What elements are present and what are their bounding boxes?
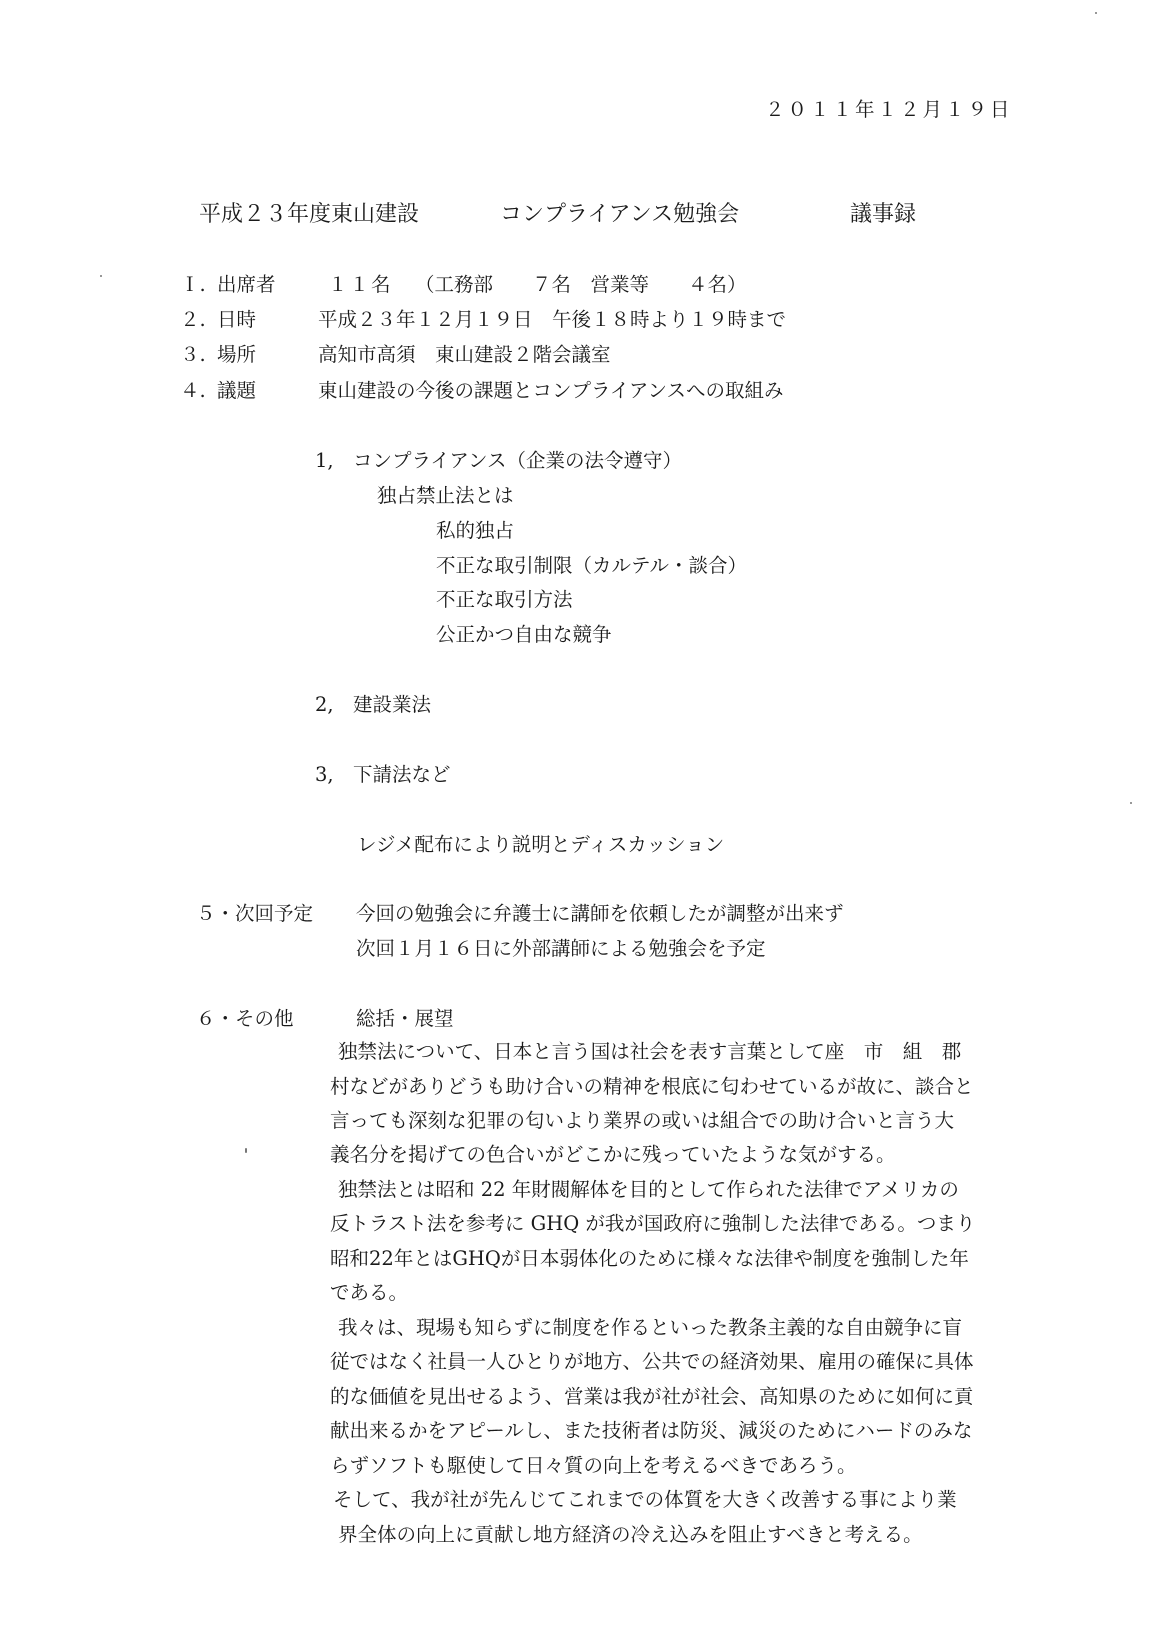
summary-line-10: 従ではなく社員一人ひとりが地方、公共での経済効果、雇用の確保に具体 bbox=[330, 1350, 974, 1373]
document-date: ２０１１年１２月１９日 bbox=[765, 98, 1013, 121]
agenda-item-2-number: 2, bbox=[315, 693, 334, 716]
agenda-item-3-number: 3, bbox=[315, 763, 334, 786]
discussion-note: レジメ配布により説明とディスカッション bbox=[357, 833, 725, 856]
attendee-breakdown: （工務部 ７名 営業等 ４名） bbox=[415, 273, 747, 296]
antimonopoly-heading: 独占禁止法とは bbox=[377, 484, 514, 507]
item-attendees-label: 出席者 bbox=[217, 273, 276, 296]
summary-line-2: 村などがありどうも助け合いの精神を根底に匂わせているが故に、談合と bbox=[330, 1075, 974, 1098]
item-agenda-label: 議題 bbox=[217, 379, 257, 402]
item-datetime-number: ２. bbox=[180, 308, 206, 331]
title-company: 平成２３年度東山建設 bbox=[199, 202, 420, 227]
next-schedule-label: ５・次回予定 bbox=[196, 902, 314, 925]
scan-speck bbox=[100, 275, 102, 277]
subitem-4: 公正かつ自由な競争 bbox=[436, 623, 612, 646]
item-agenda-number: ４. bbox=[180, 379, 206, 402]
summary-line-8: である。 bbox=[330, 1281, 409, 1304]
summary-line-7: 昭和22年とはGHQが日本弱体化のために様々な法律や制度を強制した年 bbox=[330, 1247, 969, 1270]
attendee-count: １１名 bbox=[328, 273, 393, 296]
item-datetime-value: 平成２３年１２月１９日 午後１８時より１９時まで bbox=[318, 308, 787, 331]
item-place-value: 高知市高須 東山建設２階会議室 bbox=[318, 343, 611, 366]
next-schedule-line-2: 次回１月１６日に外部講師による勉強会を予定 bbox=[356, 937, 766, 960]
subitem-3: 不正な取引方法 bbox=[436, 588, 573, 611]
scan-speck bbox=[245, 1148, 247, 1153]
summary-line-14: そして、我が社が先んじてこれまでの体質を大きく改善する事により業 bbox=[333, 1488, 957, 1511]
item-datetime-label: 日時 bbox=[217, 308, 257, 331]
title-subject: コンプライアンス勉強会 bbox=[500, 202, 740, 227]
item-agenda-value: 東山建設の今後の課題とコンプライアンスへの取組み bbox=[318, 379, 784, 402]
summary-line-11: 的な価値を見出せるよう、営業は我が社が社会、高知県のために如何に貢 bbox=[330, 1385, 974, 1408]
item-place-number: ３. bbox=[180, 343, 206, 366]
agenda-item-1-number: 1, bbox=[315, 449, 334, 472]
summary-line-13: らずソフトも駆使して日々質の向上を考えるべきであろう。 bbox=[330, 1454, 857, 1477]
summary-line-9: 我々は、現場も知らずに制度を作るといった教条主義的な自由競争に盲 bbox=[338, 1316, 963, 1339]
agenda-item-3-text: 下請法など bbox=[353, 763, 451, 786]
subitem-1: 私的独占 bbox=[436, 519, 515, 542]
summary-heading: 総括・展望 bbox=[356, 1007, 454, 1030]
summary-line-15: 界全体の向上に貢献し地方経済の冷え込みを阻止すべきと考える。 bbox=[338, 1523, 923, 1546]
next-schedule-line-1: 今回の勉強会に弁護士に講師を依頼したが調整が出来ず bbox=[356, 902, 844, 925]
item-place-label: 場所 bbox=[217, 343, 257, 366]
summary-line-12: 献出来るかをアピールし、また技術者は防災、減災のためにハードのみな bbox=[330, 1419, 973, 1442]
agenda-item-1-text: コンプライアンス（企業の法令遵守） bbox=[353, 449, 682, 472]
summary-line-1: 独禁法について、日本と言う国は社会を表す言葉として座 市 組 郡 bbox=[338, 1040, 962, 1063]
scan-speck bbox=[1130, 802, 1132, 804]
other-label: ６・その他 bbox=[196, 1007, 294, 1030]
subitem-2: 不正な取引制限（カルテル・談合） bbox=[436, 554, 748, 577]
summary-line-3: 言っても深刻な犯罪の匂いより業界の或いは組合での助け合いと言う大 bbox=[330, 1109, 955, 1132]
summary-line-6: 反トラスト法を参考に GHQ が我が国政府に強制した法律である。つまり bbox=[330, 1212, 976, 1235]
scan-speck bbox=[1095, 12, 1097, 14]
title-minutes: 議事録 bbox=[850, 202, 917, 227]
summary-line-4: 義名分を掲げての色合いがどこかに残っていたような気がする。 bbox=[330, 1143, 896, 1166]
agenda-item-2-text: 建設業法 bbox=[353, 693, 432, 716]
summary-line-5: 独禁法とは昭和 22 年財閥解体を目的として作られた法律でアメリカの bbox=[338, 1178, 959, 1201]
item-attendees-number: Ｉ. bbox=[180, 273, 206, 296]
